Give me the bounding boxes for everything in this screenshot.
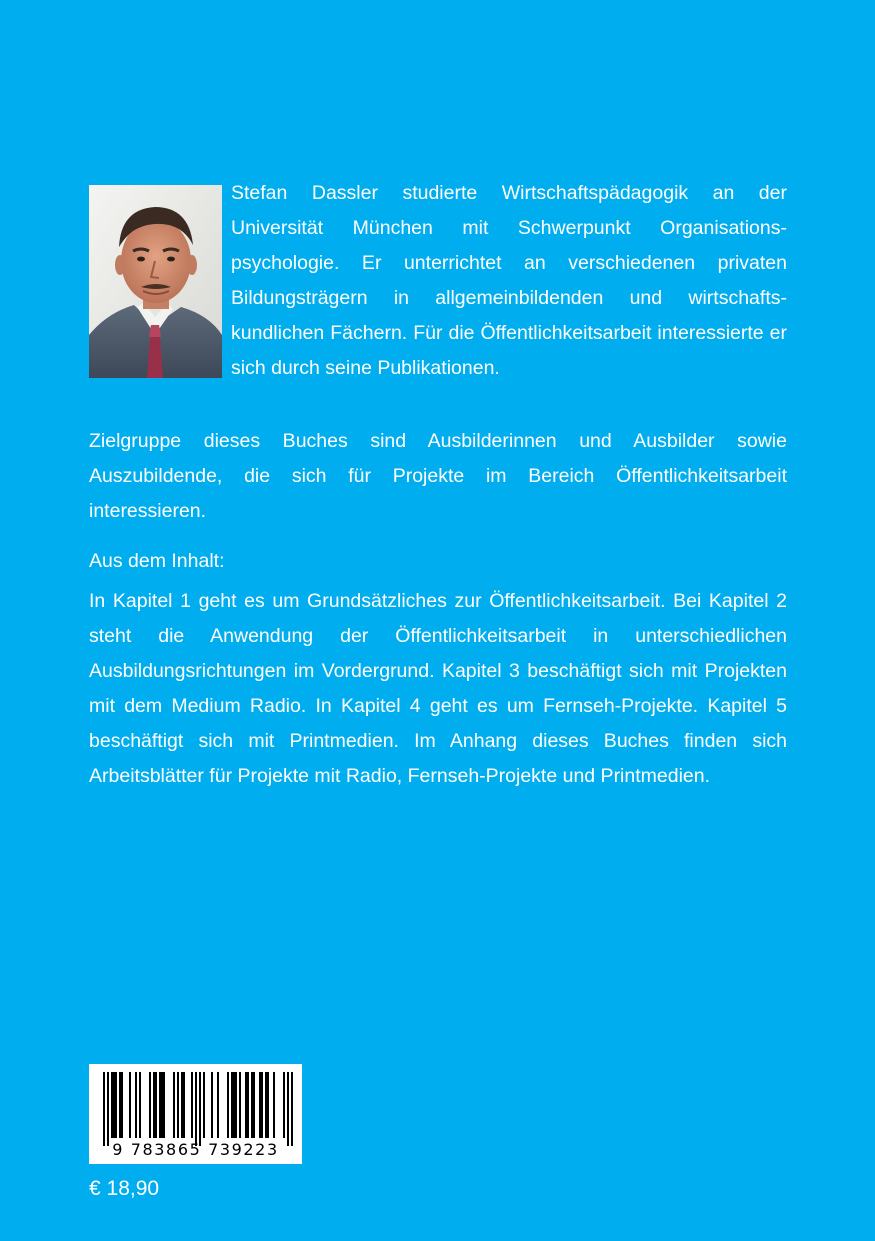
barcode-bar bbox=[153, 1072, 155, 1138]
author-bio: Stefan Dassler studierte Wirtschaftspädagogik an der Universität München mit Schwerpunkt Organisationspsychologie. Er unterrichtet an verschiedenen privaten Bildungsträgern in allgemeinbildenden und wirtschaftskundlichen Fächern. Für die Öffentlichkeitsarbeit interessierte er sich durch seine Publikationen. bbox=[231, 182, 787, 379]
price: € 18,90 bbox=[89, 1177, 160, 1200]
barcode-bar bbox=[149, 1072, 151, 1138]
barcode-bar bbox=[121, 1072, 123, 1138]
barcode-bar bbox=[107, 1072, 109, 1146]
contents-heading: Aus dem Inhalt: bbox=[89, 550, 225, 572]
barcode-bar bbox=[195, 1072, 197, 1146]
barcode-bar bbox=[231, 1072, 233, 1138]
barcode-bar bbox=[273, 1072, 275, 1138]
barcode-bar bbox=[211, 1072, 213, 1138]
barcode-bar bbox=[233, 1072, 235, 1138]
barcode-bar bbox=[199, 1072, 201, 1146]
barcode-bar bbox=[239, 1072, 241, 1138]
barcode-bar bbox=[159, 1072, 161, 1138]
barcode-bar bbox=[261, 1072, 263, 1138]
barcode-bar bbox=[245, 1072, 247, 1138]
barcode-bar bbox=[173, 1072, 175, 1138]
barcode-bar bbox=[113, 1072, 115, 1138]
barcode-bar bbox=[251, 1072, 253, 1138]
barcode-bar bbox=[227, 1072, 229, 1138]
barcode-bar bbox=[155, 1072, 157, 1138]
barcode-bar bbox=[103, 1072, 105, 1146]
barcode-bar bbox=[265, 1072, 267, 1138]
author-photo bbox=[89, 185, 222, 378]
barcode-bar bbox=[135, 1072, 137, 1138]
barcode-bar bbox=[267, 1072, 269, 1138]
barcode-bar bbox=[129, 1072, 131, 1138]
barcode-digits: 9 783865 739223 bbox=[112, 1140, 279, 1159]
barcode-bar bbox=[287, 1072, 289, 1146]
barcode-bar bbox=[163, 1072, 165, 1138]
isbn-barcode bbox=[89, 1064, 302, 1164]
barcode-bar bbox=[183, 1072, 185, 1138]
barcode-bar bbox=[181, 1072, 183, 1138]
barcode-bar bbox=[161, 1072, 163, 1138]
barcode-bar bbox=[177, 1072, 179, 1138]
barcode-bar bbox=[235, 1072, 237, 1138]
barcode-bar bbox=[291, 1072, 293, 1146]
target-group-text: Zielgruppe dieses Buches sind Ausbilderinnen und Ausbilder sowie Auszubildende, die sich für Projekte im Bereich Öffentlichkeitsarbeit interessieren. bbox=[89, 430, 787, 522]
barcode-bar bbox=[259, 1072, 261, 1138]
barcode-bar bbox=[217, 1072, 219, 1138]
barcode-bar bbox=[283, 1072, 285, 1138]
contents-text: In Kapitel 1 geht es um Grundsätzliches zur Öffentlichkeitsarbeit. Bei Kapitel 2 steht die Anwendung der Öffentlichkeitsarbeit in unterschiedlichen Ausbildungsrichtungen im Vordergrund. Kapitel 3 beschäftigt sich mit Projekten mit dem Medium Radio. In Kapitel 4 geht es um Fernseh-Projekte. Kapitel 5 beschäftigt sich mit Printmedien. Im Anhang dieses Buches finden sich Arbeitsblätter für Projekte mit Radio, Fernseh-Projekte und Printmedien. bbox=[89, 590, 787, 787]
barcode-bar bbox=[119, 1072, 121, 1138]
barcode-bar bbox=[247, 1072, 249, 1138]
barcode-bar bbox=[111, 1072, 113, 1138]
barcode-bar bbox=[253, 1072, 255, 1138]
barcode-bar bbox=[115, 1072, 117, 1138]
barcode-bar bbox=[191, 1072, 193, 1138]
barcode-bar bbox=[139, 1072, 141, 1138]
barcode-bar bbox=[203, 1072, 205, 1138]
